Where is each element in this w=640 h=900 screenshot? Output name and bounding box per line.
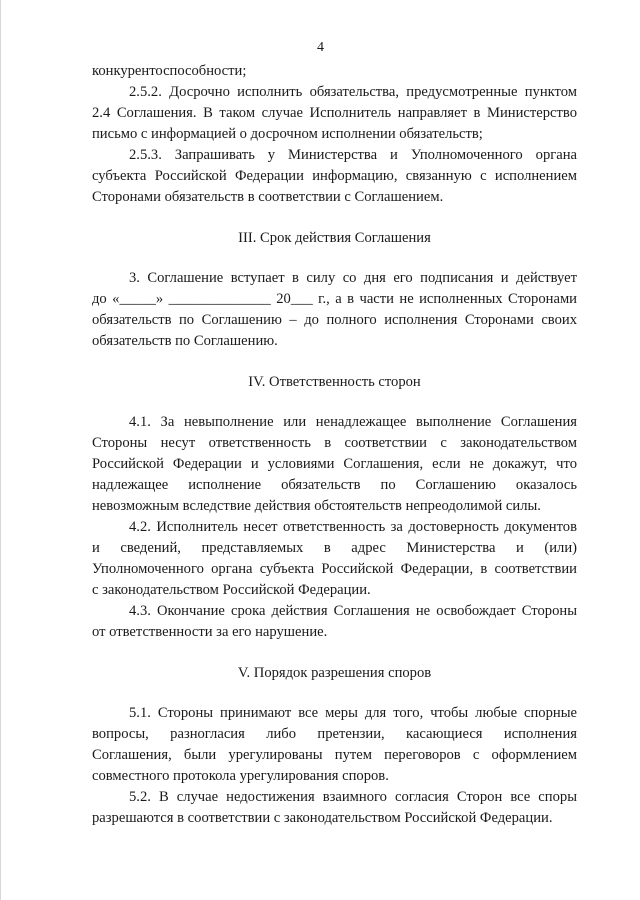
text-line: конкурентоспособности; [92,63,247,79]
section-heading-5: V. Порядок разрешения споров [237,665,432,681]
text-line: 2.4 Соглашения. В таком случае Исполнитель направляет в Министерство [92,105,577,121]
text-line: 4.2. Исполнитель несет ответственность за достоверность документов [129,519,577,535]
paragraph-5-2 [92,787,577,829]
text-line: обязательств по Соглашению – до полного исполнения Сторонами своих [92,312,577,328]
text-line: с законодательством Российской Федерации. [92,582,371,598]
text-line: письмо с информацией о досрочном исполнении обязательств; [92,126,483,142]
text-line: Соглашения, были урегулированы путем переговоров с оформлением [92,747,577,763]
text-line: до «_____» ______________ 20___ г., а в части не исполненных Сторонами [92,291,577,307]
text-line: разрешаются в соответствии с законодательством Российской Федерации. [92,810,553,826]
paragraph-4-3 [92,601,577,643]
text-line: обязательств по Соглашению. [92,333,278,349]
text-line: 4.3. Окончание срока действия Соглашения не освобождает Стороны [129,603,577,619]
section-heading-4: IV. Ответственность сторон [248,374,421,390]
paragraph-2-5-2 [92,82,577,145]
text-line: 2.5.3. Запрашивать у Министерства и Уполномоченного органа [129,147,577,163]
text-line: Российской Федерации и условиями Соглашения, если не докажут, что [92,456,577,472]
text-line: Уполномоченного органа субъекта Российской Федерации, в соответствии [92,561,577,577]
text-line: вопросы, разногласия либо претензии, касающиеся исполнения [92,726,577,742]
text-line: 5.2. В случае недостижения взаимного согласия Сторон все споры [129,789,577,805]
text-line: Стороны несут ответственность в соответствии с законодательством [92,435,577,451]
paragraph-3 [92,268,577,352]
text-line: 5.1. Стороны принимают все меры для того, чтобы любые спорные [129,705,577,721]
text-line: 4.1. За невыполнение или ненадлежащее выполнение Соглашения [129,414,577,430]
paragraph-5-1 [92,703,577,787]
text-line: субъекта Российской Федерации информацию, связанную с исполнением [92,168,577,184]
section-heading-3: III. Срок действия Соглашения [238,230,431,246]
text-line: и сведений, представляемых в адрес Министерства и (или) [92,540,577,556]
paragraph-4-1 [92,412,577,517]
document-body [92,61,577,829]
page-number: 4 [317,40,324,55]
text-line: совместного протокола урегулирования споров. [92,768,389,784]
text-line: 2.5.2. Досрочно исполнить обязательства, предусмотренные пунктом [129,84,577,100]
paragraph-continuation [92,61,577,82]
paragraph-4-2 [92,517,577,601]
text-line: Сторонами обязательств в соответствии с Соглашением. [92,189,444,205]
text-line: надлежащее исполнение обязательств по Соглашению оказалось [92,477,577,493]
text-line: 3. Соглашение вступает в силу со дня его подписания и действует [129,270,577,286]
text-line: невозможным вследствие действия обстоятельств непреодолимой силы. [92,498,541,514]
text-line: от ответственности за его нарушение. [92,624,328,640]
paragraph-2-5-3 [92,145,577,208]
